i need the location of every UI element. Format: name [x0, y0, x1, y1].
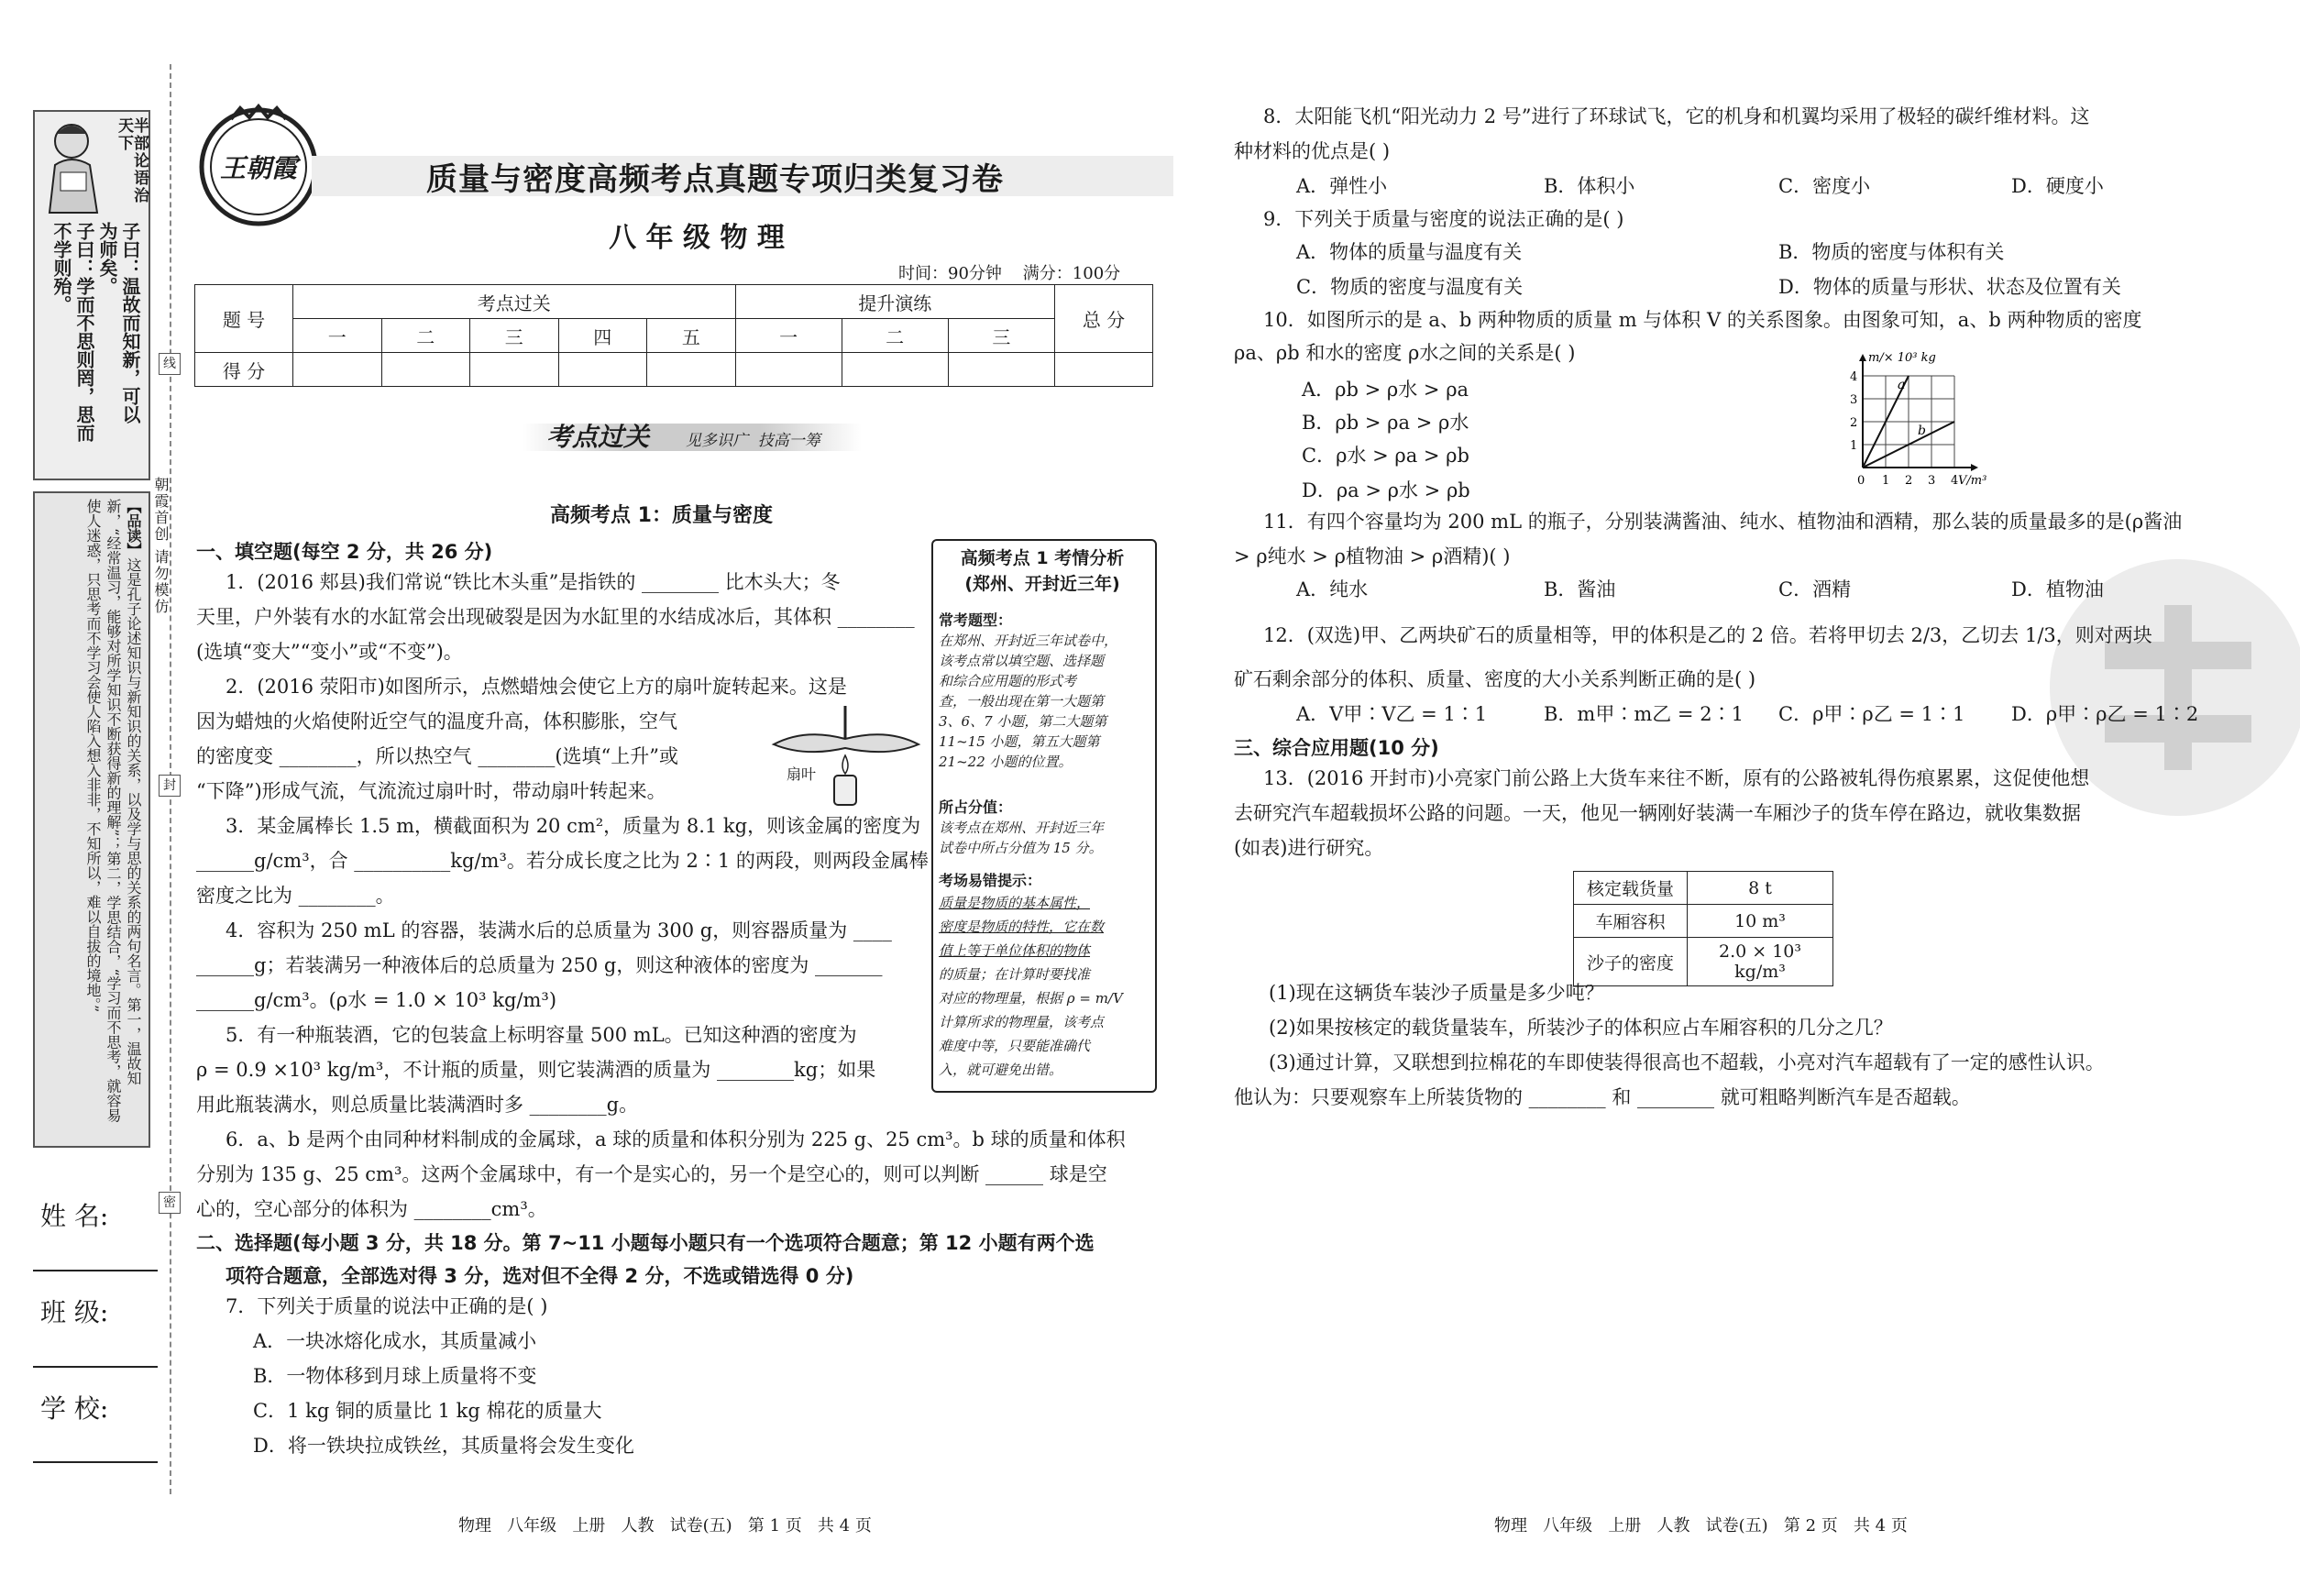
box-text-line: 和综合应用题的形式考 [939, 673, 1077, 689]
table-row [1574, 905, 1833, 938]
box-heading: 考场易错提示： [939, 872, 1042, 889]
class-field[interactable] [33, 1366, 158, 1368]
proverb-line: 子曰：温故而知新，可以 [119, 222, 141, 424]
question-line: (3)通过计算，又联想到拉棉花的车即使装得很高也不超载，小亮对汽车超载有了一定的感性认识。 [1269, 1051, 2105, 1073]
box-text-line: 难度中等，只要能准确代 [939, 1038, 1091, 1054]
mass-volume-graph [1843, 350, 2008, 488]
line-b-label: b [1918, 424, 1926, 438]
question-line: 10．如图所示的是 a、b 两种物质的质量 m 与体积 V 的关系图象。由图象可知，a、b 两种物质的密度 [1263, 309, 2142, 331]
exam-analysis-title: 高频考点 1 考情分析 [960, 548, 1125, 568]
table-row [1574, 872, 1833, 905]
box-text-line: 入，就可避免出错。 [939, 1062, 1063, 1078]
question-line: 密度之比为 ________。 [196, 885, 395, 907]
option[interactable]: C．物质的密度与温度有关 [1296, 276, 1524, 298]
question-line: 因为蜡烛的火焰使附近空气的温度升高，体积膨胀，空气 [196, 710, 677, 732]
question-line: 种材料的优点是( ) [1234, 140, 1391, 162]
proverb-line: 为师矣。 [96, 222, 118, 295]
score-table [194, 284, 1153, 387]
question-line: 2．(2016 荥阳市)如图所示，点燃蜡烛会使它上方的扇叶旋转起来。这是 [226, 676, 847, 698]
question-line: 心的，空心部分的体积为 ________cm³。 [196, 1198, 547, 1220]
score-cell[interactable] [735, 353, 842, 387]
table-col-header: 三 [470, 319, 559, 353]
section-heading: 二、选择题(每小题 3 分，共 18 分。第 7~11 小题每小题只有一个选项符合题意；第 12 小题有两个选 [196, 1232, 1095, 1254]
proverb-line: 不学则殆。 [50, 222, 72, 314]
reading-text: 这是孔子论述知识与新知识的关系，以及学与思的关系的两句名言。第一，温故知新，“经常温习，能够对所学知识不断获得新的理解”；第二，学思结合，“学习而不思考，就容易使人迷惑，只思考而不学习会使人陷入想入非非，不知所以，难以自拔的境地。” [84, 499, 142, 1123]
option[interactable]: C．ρ水 > ρa > ρb [1302, 445, 1469, 467]
question-line: “下降”)形成气流，气流流过扇叶时，带动扇叶转起来。 [196, 780, 666, 802]
x-tick: 2 [1905, 474, 1913, 488]
brand-vertical: 朝霞首创 请勿模仿 [152, 477, 170, 616]
sidebar-proverb-header: 半部论语治天下 [115, 117, 149, 204]
option[interactable]: C．酒精 [1778, 578, 1852, 600]
x-axis-label: V/m³ [1958, 474, 1987, 488]
option[interactable]: D．将一铁块拉成铁丝，其质量将会发生变化 [253, 1435, 634, 1457]
table-cell: 沙子的密度 [1574, 938, 1688, 986]
box-heading: 所占分值： [939, 798, 1013, 816]
banner-subtitle: 见多识广 技高一筹 [686, 432, 820, 450]
y-tick: 3 [1850, 393, 1858, 407]
table-row [1574, 938, 1833, 986]
table-col-header: 二 [842, 319, 948, 353]
option[interactable]: B．m甲∶m乙 = 2∶1 [1544, 703, 1744, 725]
option[interactable]: A．纯水 [1296, 578, 1369, 600]
question-line: ______g/cm³。(ρ水 = 1.0 × 10³ kg/m³) [196, 989, 557, 1011]
sage-portrait-icon [37, 114, 108, 215]
score-cell[interactable] [381, 353, 470, 387]
brand-logo-text: 王朝霞 [219, 153, 297, 183]
score-cell[interactable] [293, 353, 382, 387]
x-tick: 0 [1857, 474, 1865, 488]
question-line: 的密度变 ________，所以热空气 ________(选填“上升”或 [196, 745, 679, 767]
x-tick: 3 [1928, 474, 1936, 488]
school-field[interactable] [33, 1461, 158, 1463]
question-line: 天里，户外装有水的水缸常会出现破裂是因为水缸里的水结成冰后，其体积 ________ [196, 606, 915, 628]
option[interactable]: B．一物体移到月球上质量将不变 [253, 1365, 537, 1387]
section-heading: 三、综合应用题(10 分) [1234, 737, 1439, 759]
question-line: 13．(2016 开封市)小亮家门前公路上大货车来往不断，原有的公路被轧得伤痕累累，这促使他想 [1263, 767, 2090, 789]
x-tick: 1 [1882, 474, 1890, 488]
school-label: 学 校: [40, 1393, 109, 1424]
option[interactable]: A．弹性小 [1296, 175, 1388, 197]
score-cell[interactable] [470, 353, 559, 387]
table-col-header: 一 [735, 319, 842, 353]
y-tick: 2 [1850, 416, 1858, 430]
question-line: ______g；若装满另一种液体后的总质量为 250 g，则这种液体的密度为 _______ [196, 954, 883, 976]
reading-label: 【品读】 [125, 499, 142, 557]
y-tick: 4 [1850, 370, 1858, 384]
question-line: 6．a、b 是两个由同种材料制成的金属球，a 球的质量和体积分别为 225 g、25 cm³。b 球的质量和体积 [226, 1128, 1126, 1150]
question-line: (1)现在这辆货车装沙子质量是多少吨？ [1269, 982, 1604, 1004]
line-a-label: a [1898, 378, 1906, 392]
question-line: > ρ纯水 > ρ植物油 > ρ酒精)( ) [1234, 545, 1511, 567]
question-line: 用此瓶装满水，则总质量比装满酒时多 ________g。 [196, 1094, 639, 1116]
x-tick: 4 [1951, 474, 1959, 488]
box-text-line: 值上等于单位体积的物体 [939, 942, 1091, 959]
box-text-line: 计算所求的物理量，该考点 [939, 1014, 1105, 1030]
table-group-header: 考点过关 [293, 285, 736, 319]
option[interactable]: B．酱油 [1544, 578, 1616, 600]
option[interactable]: A．ρb > ρ水 > ρa [1302, 379, 1469, 401]
table-cell: 车厢容积 [1574, 905, 1688, 938]
score-cell[interactable] [948, 353, 1054, 387]
table-header-cell: 总 分 [1055, 285, 1153, 353]
exam-analysis-subtitle: (郑州、开封近三年) [964, 574, 1120, 594]
proverb-line: 子曰：学而不思则罔，思而 [73, 222, 95, 442]
option[interactable]: A．物体的质量与温度有关 [1296, 241, 1523, 263]
time-info: 时间：90分钟 满分：100分 [898, 264, 1121, 283]
question-line: ρ = 0.9 ×10³ kg/m³，不计瓶的质量，则它装满酒的质量为 ________kg；如果 [196, 1059, 876, 1081]
question-line: 4．容积为 250 mL 的容器，装满水后的总质量为 300 g，则容器质量为 ____ [226, 919, 892, 941]
table-header-cell: 题 号 [195, 285, 293, 353]
option[interactable]: D．植物油 [2011, 578, 2104, 600]
table-cell: 10 m³ [1688, 905, 1833, 938]
class-label: 班 级: [40, 1297, 109, 1327]
box-text-line: 该考点常以填空题、选择题 [939, 653, 1105, 669]
option[interactable]: C．密度小 [1778, 175, 1871, 197]
table-cell: 2.0 × 10³ kg/m³ [1688, 938, 1833, 986]
score-cell[interactable] [558, 353, 647, 387]
name-field[interactable] [33, 1270, 158, 1271]
table-cell: 核定载货量 [1574, 872, 1688, 905]
option[interactable]: B．物质的密度与体积有关 [1778, 241, 2005, 263]
box-text-line: 质量是物质的基本属性， [939, 895, 1091, 911]
y-tick: 1 [1850, 439, 1858, 453]
box-text-line: 3、6、7 小题，第二大题第 [939, 713, 1107, 730]
option[interactable]: D．ρa > ρ水 > ρb [1302, 479, 1470, 501]
page-subtitle: 八 年 级 物 理 [609, 222, 785, 254]
option[interactable]: B．体积小 [1544, 175, 1635, 197]
option[interactable]: D．ρ甲∶ρ乙 = 1∶2 [2011, 703, 2199, 725]
candle-fan-figure [768, 702, 924, 812]
table-row-label: 得 分 [195, 353, 293, 387]
option[interactable]: B．ρb > ρa > ρ水 [1302, 412, 1469, 434]
question-line: 1．(2016 郏县)我们常说“铁比木头重”是指铁的 ________ 比木头大；冬 [226, 571, 841, 593]
question-line: 5．有一种瓶装酒，它的包装盒上标明容量 500 mL。已知这种酒的密度为 [226, 1024, 857, 1046]
question-line: 11．有四个容量均为 200 mL 的瓶子，分别装满酱油、纯水、植物油和酒精，那么装的质量最多的是(ρ酱油 [1263, 511, 2183, 533]
footer-right: 物理 八年级 上册 人教 试卷(五) 第 2 页 共 4 页 [1494, 1516, 1908, 1535]
question-line: (2)如果按核定的载货量装车，所装沙子的体积应占车厢容积的几分之几？ [1269, 1017, 1893, 1039]
box-text-line: 21~22 小题的位置。 [939, 754, 1073, 770]
table-col-header: 五 [647, 319, 736, 353]
box-text-line: 对应的物理量，根据 ρ = m/V [939, 990, 1123, 1007]
y-axis-label: m/× 10³ kg [1868, 351, 1936, 365]
fan-label: 扇叶 [787, 765, 817, 783]
cut-mark: 封 [159, 775, 181, 797]
question-line: ρa、ρb 和水的密度 ρ水之间的关系是( ) [1234, 342, 1576, 364]
box-text-line: 密度是物质的特性，它在数 [939, 919, 1105, 935]
footer-left: 物理 八年级 上册 人教 试卷(五) 第 1 页 共 4 页 [458, 1516, 872, 1535]
table-group-header: 提升演练 [735, 285, 1054, 319]
question-line: (如表)进行研究。 [1234, 837, 1384, 859]
option[interactable]: A．一块冰熔化成水，其质量减小 [253, 1330, 537, 1352]
score-cell[interactable] [842, 353, 948, 387]
score-cell[interactable] [647, 353, 736, 387]
option[interactable]: D．物体的质量与形状、状态及位置有关 [1778, 276, 2121, 298]
question-line: ______g/cm³，合 __________kg/m³。若分成长度之比为 2∶1 的两段，则两段金属棒 [196, 850, 929, 872]
table-col-header: 二 [381, 319, 470, 353]
question-line: (选填“变大”“变小”或“不变”)。 [196, 641, 463, 663]
truck-data-table [1573, 871, 1833, 986]
box-text-line: 的质量；在计算时要找准 [939, 966, 1091, 983]
box-text-line: 查，一般出现在第一大题第 [939, 693, 1105, 710]
question-line: 7．下列关于质量的说法中正确的是( ) [226, 1295, 548, 1317]
section-heading: 项符合题意，全部选对得 3 分，选对但不全得 2 分，不选或错选得 0 分) [226, 1265, 854, 1287]
question-line: 12．(双选)甲、乙两块矿石的质量相等，甲的体积是乙的 2 倍。若将甲切去 2/3，乙切去 1/3，则对两块 [1263, 624, 2152, 646]
table-col-header: 三 [948, 319, 1054, 353]
question-line: 去研究汽车超载损坏公路的问题。一天，他见一辆刚好装满一车厢沙子的货车停在路边，就收集数据 [1234, 802, 2081, 824]
question-line: 他认为：只要观察车上所装货物的 ________ 和 ________ 就可粗略判断汽车是否超载。 [1234, 1086, 1971, 1108]
box-text-line: 试卷中所占分值为 15 分。 [939, 840, 1103, 856]
question-line: 9．下列关于质量与密度的说法正确的是( ) [1263, 208, 1624, 230]
question-line: 分别为 135 g、25 cm³。这两个金属球中，有一个是实心的，另一个是空心的，则可以判断 ______ 球是空 [196, 1163, 1107, 1185]
table-cell: 8 t [1688, 872, 1833, 905]
table-col-header: 一 [293, 319, 382, 353]
option[interactable]: A．V甲∶V乙 = 1∶1 [1296, 703, 1488, 725]
sidebar-reading-box [33, 491, 150, 1148]
question-line: 矿石剩余部分的体积、质量、密度的大小关系判断正确的是( ) [1234, 668, 1756, 690]
banner-title: 考点过关 [546, 422, 650, 452]
option[interactable]: D．硬度小 [2011, 175, 2104, 197]
box-heading: 常考题型： [939, 611, 1013, 629]
score-cell[interactable] [1055, 353, 1153, 387]
cut-mark: 密 [159, 1192, 181, 1214]
box-text-line: 该考点在郑州、开封近三年 [939, 820, 1105, 836]
section-heading: 一、填空题(每空 2 分，共 26 分) [196, 541, 493, 563]
option[interactable]: C．ρ甲∶ρ乙 = 1∶1 [1778, 703, 1965, 725]
box-text-line: 11~15 小题，第五大题第 [939, 733, 1100, 750]
question-line: 8．太阳能飞机“阳光动力 2 号”进行了环球试飞，它的机身和机翼均采用了极轻的碳纤维材料。这 [1263, 105, 2090, 127]
table-col-header: 四 [558, 319, 647, 353]
name-label: 姓 名: [40, 1201, 109, 1231]
topic-heading: 高频考点 1：质量与密度 [550, 504, 773, 527]
page-title: 质量与密度高频考点真题专项归类复习卷 [426, 161, 1004, 198]
question-line: 3．某金属棒长 1.5 m，横截面积为 20 cm²，质量为 8.1 kg，则该金属的密度为 [226, 815, 921, 837]
cut-mark: 线 [159, 353, 181, 375]
option[interactable]: C．1 kg 铜的质量比 1 kg 棉花的质量大 [253, 1400, 602, 1422]
box-text-line: 在郑州、开封近三年试卷中， [939, 633, 1118, 649]
